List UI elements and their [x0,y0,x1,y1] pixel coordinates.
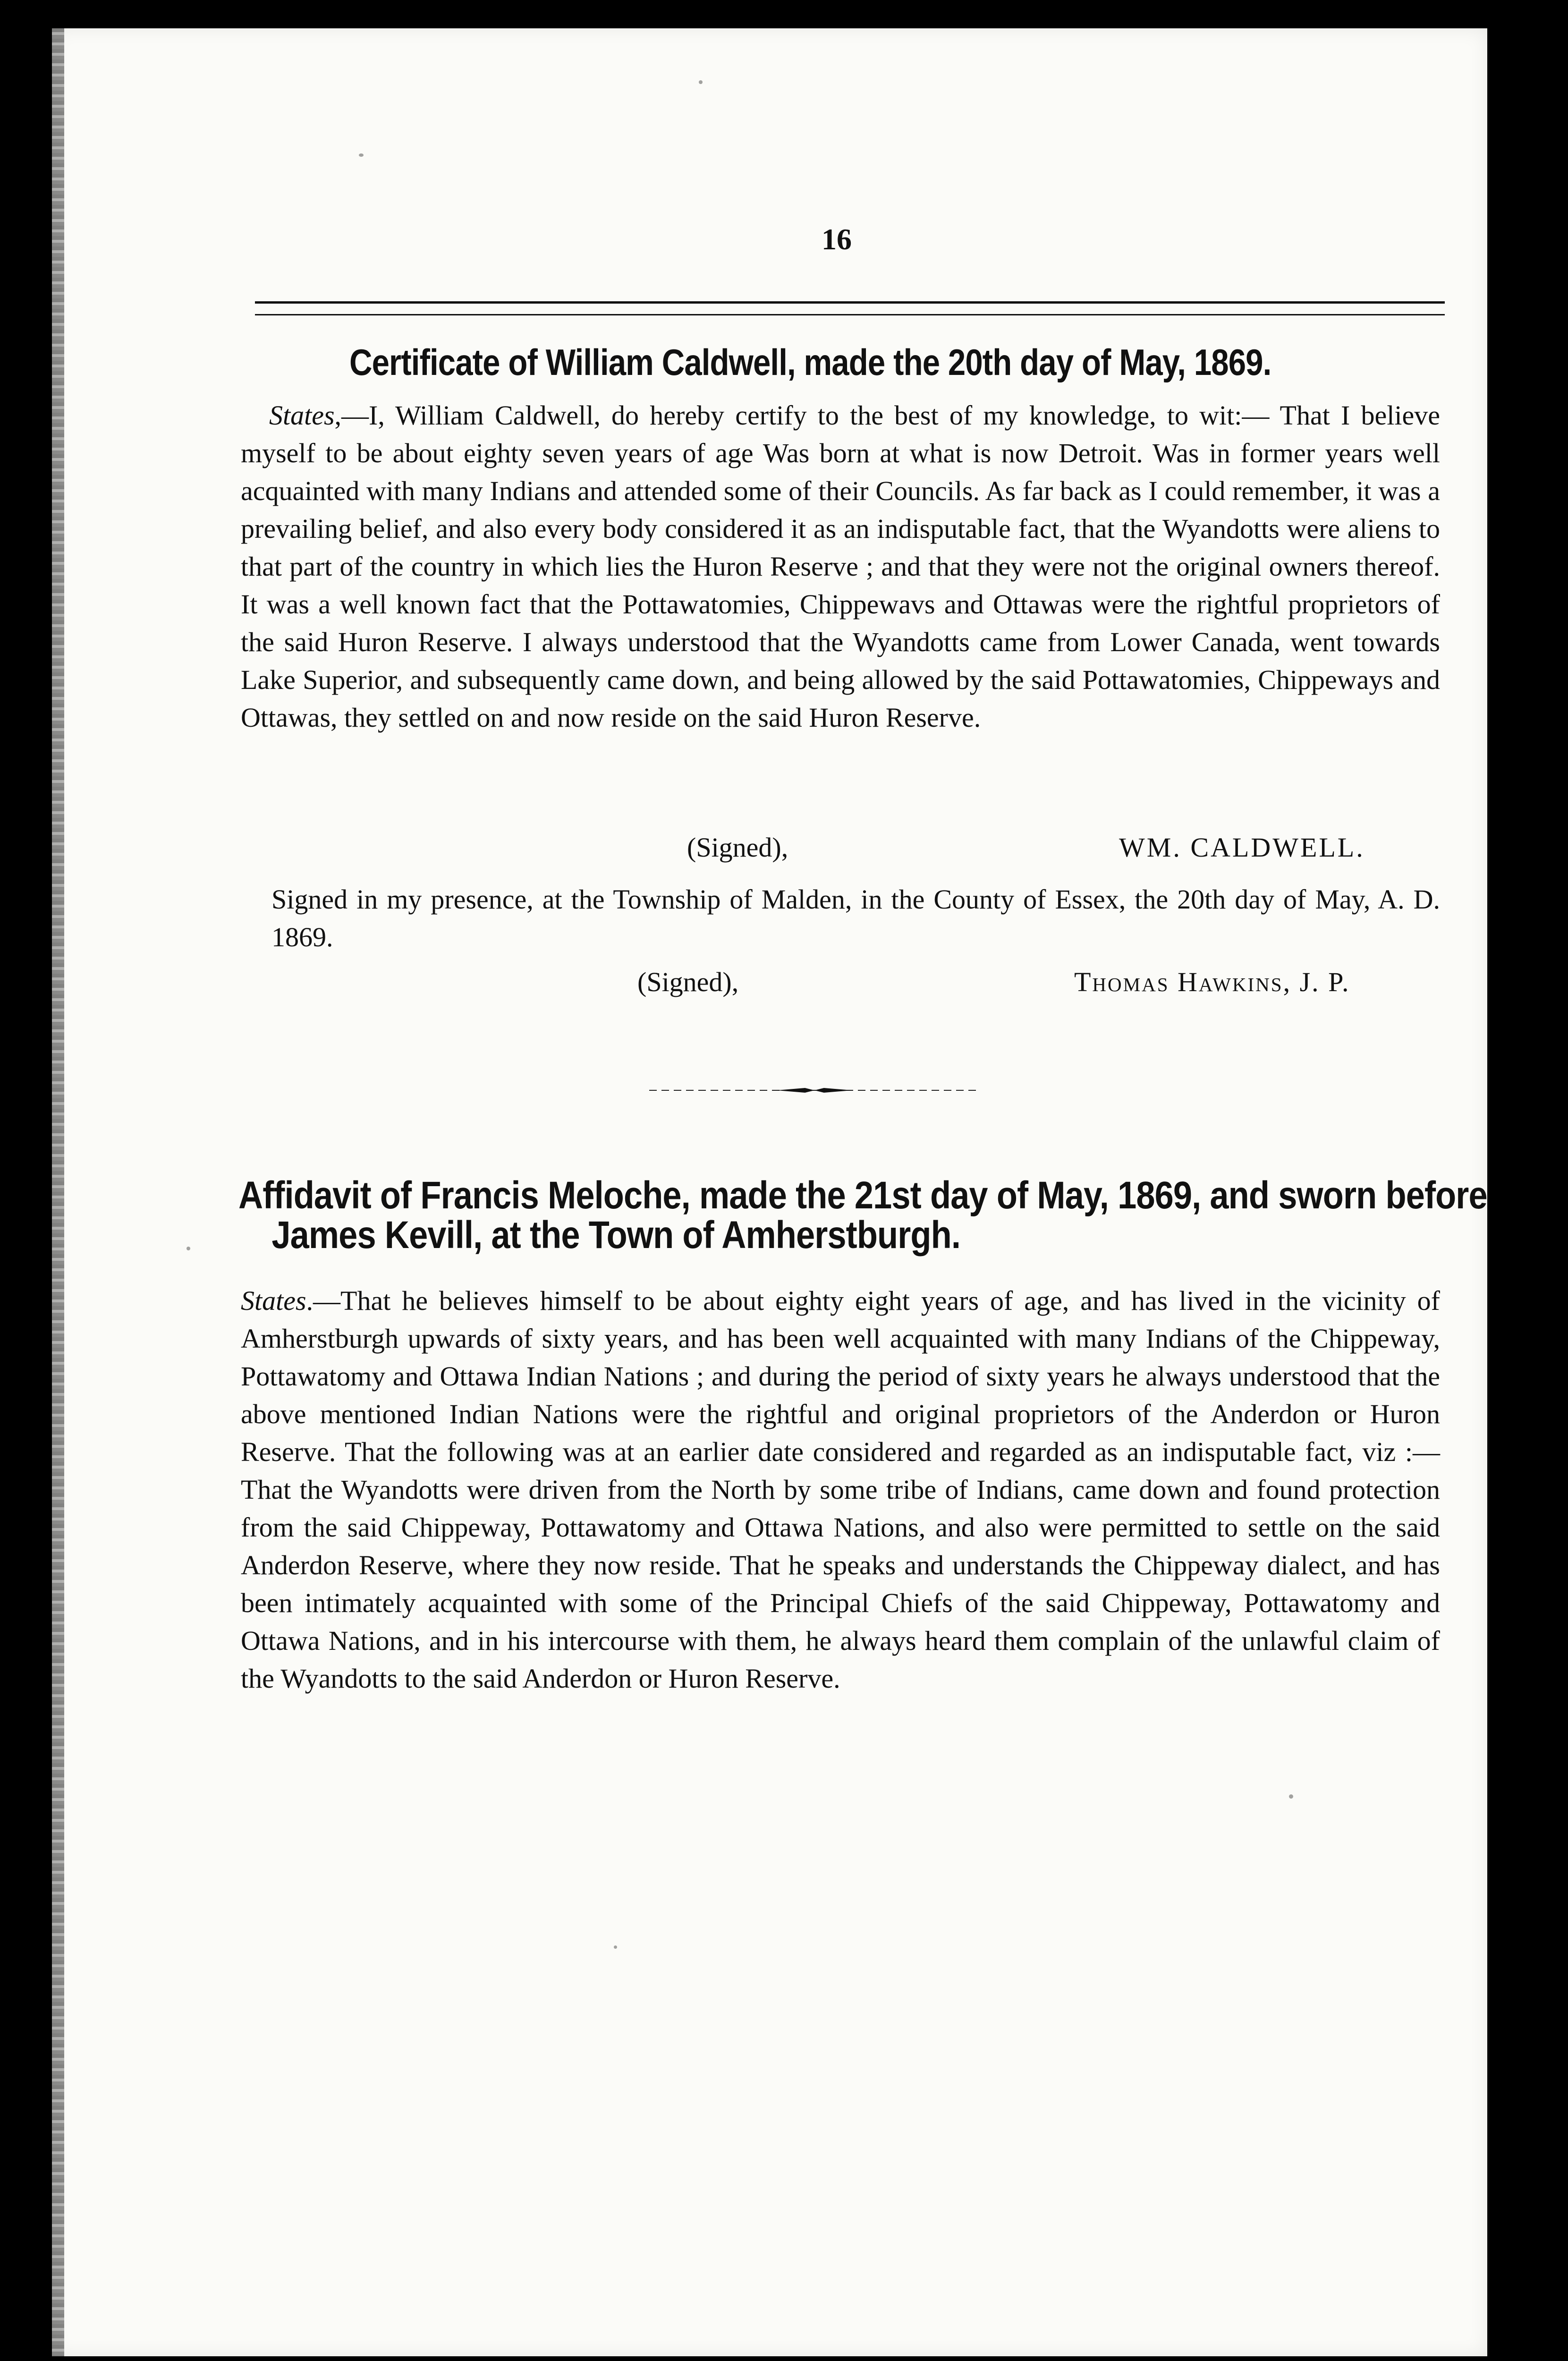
certificate-body-text: ,—I, William Caldwell, do hereby certify to the best of my knowledge, to wit:— That I believe myself to be about eighty seven years of age Was born at what is now Detroit. Was in former years well acquainted with many Indians and attended some of their Councils. As far back as I could remember, it was a prevailing belief, and also every body considered it as an indisputable fact, that the Wyandotts were aliens to that part of the country in which lies the Huron Reserve ; and that they were not the original owners thereof. It was a well known fact that the Pottawatomies, Chippewavs and Ottawas were the rightful proprietors of the said Huron Reserve. I always understood that the Wyandotts came from Lower Canada, went towards Lake Superior, and subsequently came down, and being allowed by the said Pottawatomies, Chippeways and Ottawas, they settled on and now reside on the said Huron Reserve. [241,400,1440,733]
scan-speck [359,153,364,157]
page-number: 16 [822,222,852,256]
affidavit-states-label: States [241,1285,306,1316]
certificate-body [241,397,1440,737]
affidavit-body-text: .—That he believes himself to be about eighty eight years of age, and has lived in the vicinity of Amherstburgh upwards of sixty years, and has been well acquainted with many Indians of the Chippeway, Pottawatomy and Ottawa Indian Nations ; and during the period of sixty years he always understood that the above mentioned Indian Nations were the rightful and original proprietors of the Anderdon or Huron Reserve. That the following was at an earlier date considered and regarded as an indisputable fact, viz :—That the Wyandotts were driven from the North by some tribe of Indians, came down and found protection from the said Chippeway, Pottawatomy and Ottawa Nations, and also were permitted to settle on the said Anderdon Reserve, where they now reside. That he speaks and understands the Chippeway dialect, and has been intimately acquainted with some of the Principal Chiefs of the said Chippeway, Pottawatomy and Ottawa Nations, and in his intercourse with them, he always heard them complain of the unlawful claim of the Wyandotts to the said Anderdon or Huron Reserve. [241,1285,1440,1694]
certificate-witness-text: Signed in my presence, at the Township of Malden, in the County of Essex, the 20th day of May, A. D. 1869. [271,884,1440,952]
certificate-states-label: States [269,400,335,431]
witness-signed-label: (Signed), [637,967,739,997]
section-divider-ornament [649,1087,980,1093]
affidavit-heading-line2: James Kevill, at the Town of Amherstburgh. [271,1214,960,1257]
affidavit-body [241,1282,1440,1698]
scan-speck [1289,1794,1293,1799]
affidavit-heading [238,1174,1487,1257]
scan-speck [614,1945,617,1949]
certificate-signed-label: (Signed), [687,832,788,863]
certificate-heading: Certificate of William Caldwell, made the 20th day of May, 1869. [349,341,1271,383]
affidavit-heading-line1: Affidavit of Francis Meloche, made the 21st day of May, 1869, and sworn before [238,1174,1487,1217]
scan-speck [186,1247,190,1250]
scan-edge-shadow [52,28,64,2356]
certificate-signatory: WM. CALDWELL. [1119,832,1365,863]
scan-speck [699,80,703,84]
header-double-rule [255,301,1445,315]
witness-name: Thomas Hawkins, J. P. [1074,967,1350,997]
